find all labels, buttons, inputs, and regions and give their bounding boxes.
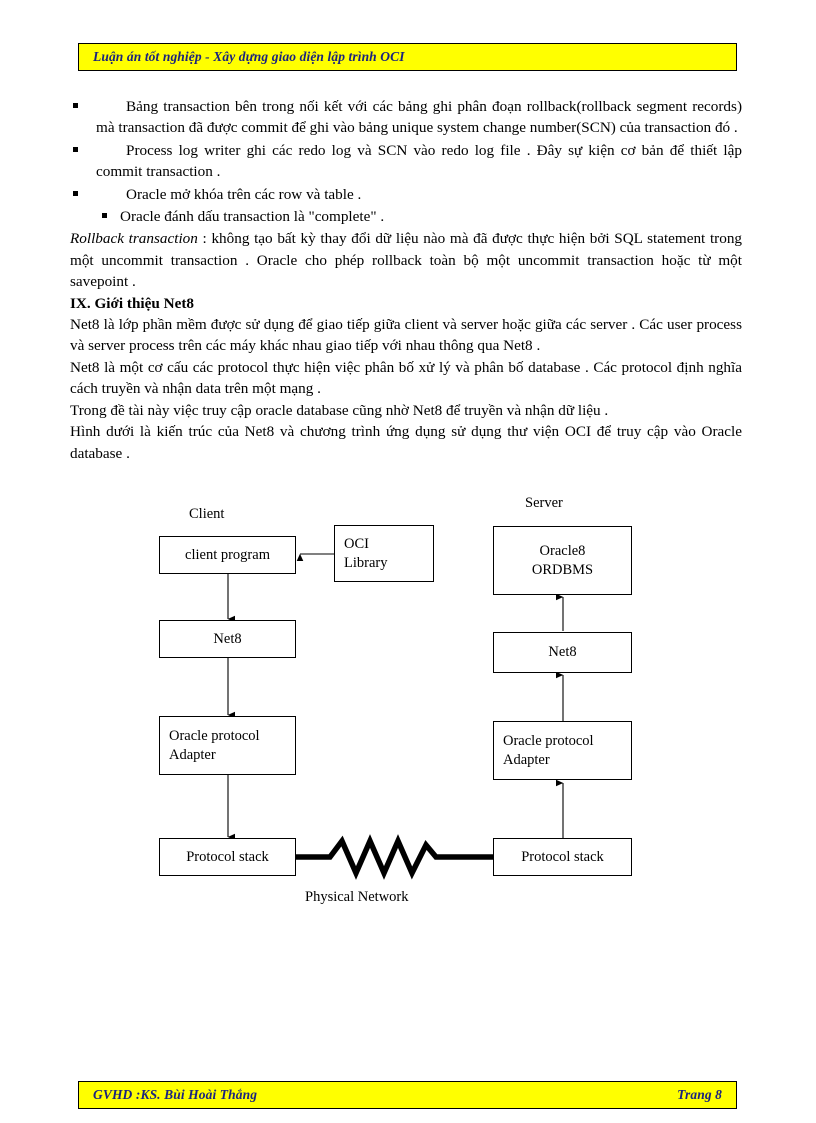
bullet-text: Oracle mở khóa trên các row và table . (126, 185, 362, 203)
bullet-item (70, 140, 742, 183)
client-adapter-label-line2: Adapter (169, 746, 216, 763)
page-header-banner (78, 43, 737, 71)
header-title: Luận án tốt nghiệp - Xây dựng giao diện lập trình OCI (93, 49, 405, 64)
oracle8-label-line1: Oracle8 (539, 542, 586, 559)
rollback-paragraph (70, 228, 742, 292)
ordbms-label-line2: ORDBMS (531, 561, 594, 578)
sub-bullet-text: Oracle đánh dấu transaction là "complete" . (120, 208, 385, 226)
client-adapter-label-line1: Oracle protocol (169, 727, 260, 744)
client-protocol-stack-label: Protocol stack (186, 848, 269, 865)
document-body (70, 96, 742, 464)
server-adapter-label-line2: Adapter (503, 751, 550, 768)
server-protocol-stack-box (493, 838, 632, 876)
server-adapter-label-line1: Oracle protocol (503, 732, 594, 749)
bullet-text: Bảng transaction bên trong nối kết với các bảng ghi phân đoạn rollback(rollback segment records) mà transaction đã được commit để ghi vào bảng unique system change number(SCN) của transaction đó . (96, 98, 742, 137)
square-bullet-icon (73, 147, 78, 152)
paragraph: Trong đề tài này việc truy cập oracle database cũng nhờ Net8 để truyền và nhận dữ liệu . (70, 401, 609, 419)
paragraph: Hình dưới là kiến trúc của Net8 và chương trình ứng dụng sử dụng thư viện OCI để truy cập vào Oracle database . (70, 423, 742, 462)
sub-bullet-item (70, 206, 742, 227)
square-bullet-icon (73, 103, 78, 108)
client-protocol-stack-box (159, 838, 296, 876)
paragraph: Net8 là một cơ cấu các protocol thực hiện việc phân bố xử lý và phân bố database . Các protocol định nghĩa cách truyền và nhận data trên một mạng . (70, 358, 742, 398)
client-net8-box (159, 620, 296, 658)
bullet-item (70, 184, 742, 205)
section-heading: IX. Giới thiệu Net8 (70, 294, 194, 312)
footer-page-number: Trang 8 (677, 1087, 722, 1102)
server-net8-box (493, 632, 632, 673)
client-label: Client (189, 506, 225, 522)
client-program-box (159, 536, 296, 574)
oracle8-ordbms-box (493, 526, 632, 595)
page-footer-banner (78, 1081, 737, 1109)
paragraph: Net8 là lớp phần mềm được sử dụng để giao tiếp giữa client và server hoặc giữa các server . Các user process và server process trên các máy khác nhau giao tiếp với nhau thông qua Net8 . (70, 316, 742, 355)
oci-library-box (334, 525, 434, 582)
client-program-label: client program (185, 546, 270, 563)
physical-network-label: Physical Network (305, 889, 409, 905)
client-oracle-protocol-adapter-box (159, 716, 296, 775)
rollback-body: : không tạo bất kỳ thay đổi dữ liệu nào mà đã được thực hiện bởi SQL statement trong một uncommit transaction . Oracle cho phép rollback toàn bộ một uncommit transaction hoặc từ một savepoint . (70, 230, 743, 291)
bullet-item (70, 96, 742, 139)
square-bullet-icon (102, 213, 107, 218)
server-label: Server (525, 495, 563, 511)
oci-library-label-line2: Library (344, 554, 388, 571)
server-net8-label: Net8 (548, 644, 577, 660)
bullet-text: Process log writer ghi các redo log và SCN vào redo log file . Đây sự kiện cơ bản để thiết lập commit transaction . (96, 141, 742, 181)
client-net8-label: Net8 (213, 630, 242, 647)
server-oracle-protocol-adapter-box (493, 721, 632, 780)
server-protocol-stack-label: Protocol stack (521, 848, 604, 865)
oci-library-label-line1: OCI (344, 535, 369, 552)
square-bullet-icon (73, 191, 78, 196)
rollback-term: Rollback transaction (70, 230, 198, 248)
footer-advisor: GVHD :KS. Bùi Hoài Thắng (93, 1087, 258, 1102)
